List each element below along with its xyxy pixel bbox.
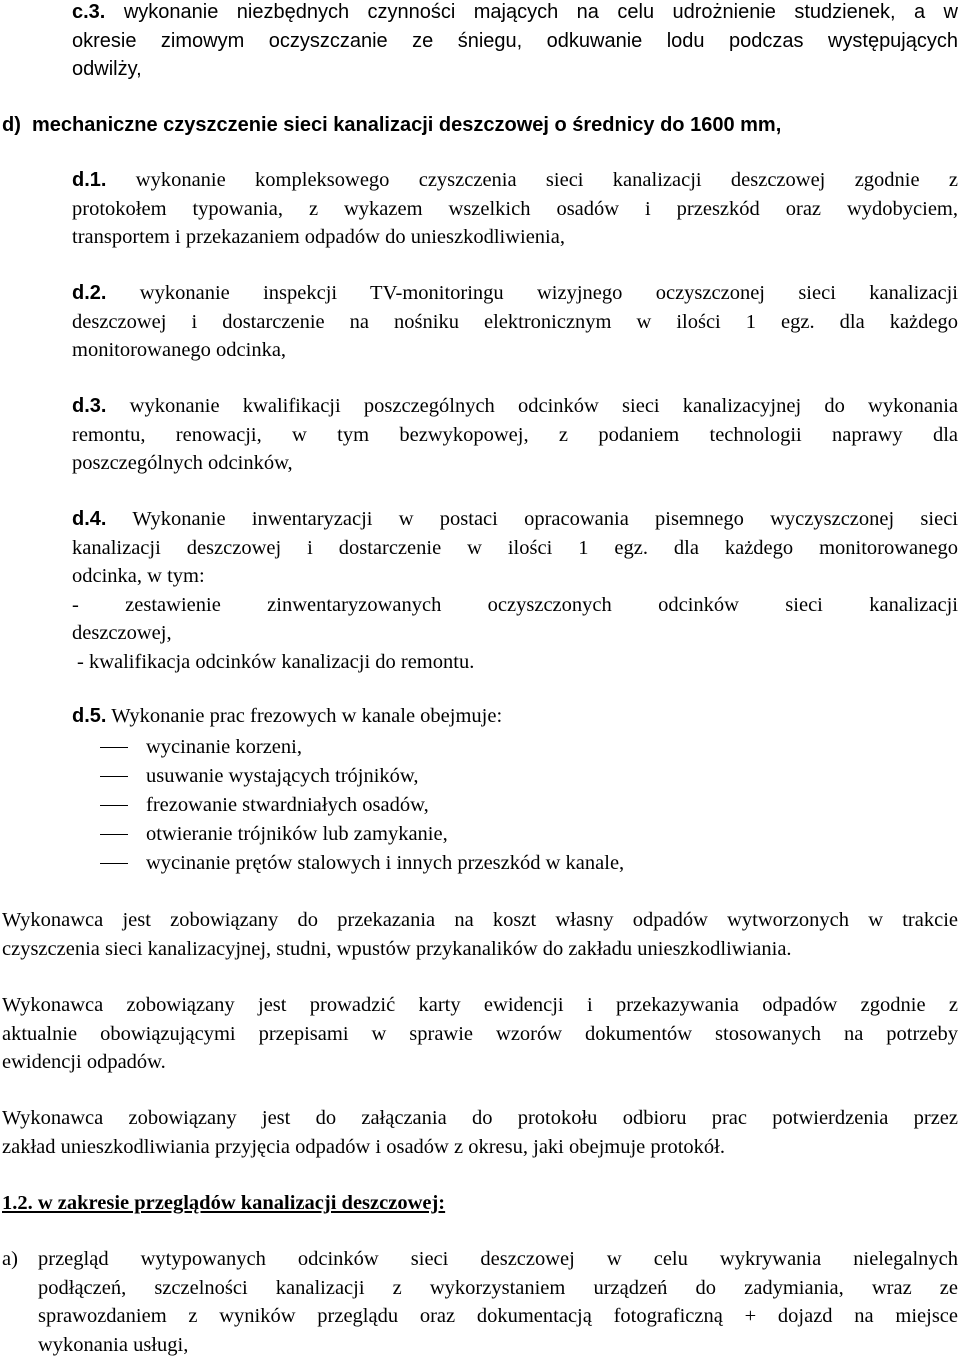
item-d1-label: d.1. <box>72 169 107 191</box>
item-d3 <box>72 392 958 478</box>
dash-bullet-icon <box>100 747 128 748</box>
item-d5-intro: Wykonanie prac frezowych w kanale obejmuje: <box>111 705 503 727</box>
item-d2-label: d.2. <box>72 282 107 304</box>
item-d2-line2: deszczowej i dostarczenie na nośniku elektronicznym w ilości 1 egz. dla każdego <box>72 310 958 333</box>
item-d4-line2: kanalizacji deszczowej i dostarczenie w ilości 1 egz. dla każdego monitorowanego <box>72 536 958 559</box>
dash-bullet-icon <box>100 863 128 864</box>
item-c3-line3: odwilży, <box>72 58 142 80</box>
paragraph-acceptance-protocol: Wykonawca zobowiązany jest do załączania do protokołu odbioru prac potwierdzenia przez zakład unieszkodliwiania przyjęcia odpadów i osadów z okresu, jaki obejmuje protokół. <box>2 1107 958 1158</box>
item-a: przegląd wytypowanych odcinków sieci deszczowej w celu wykrywania nielegalnych podłączeń, szczelności kanalizacji z wykorzystaniem urządzeń do zadymiania, wraz ze sprawozdaniem z wyników przeglądu oraz dokumentacją fotograficzną + dojazd na miejsce wykonania usługi, <box>38 1248 958 1356</box>
item-a-label: a) <box>2 1248 18 1270</box>
dash-bullet-icon <box>100 805 128 806</box>
item-d3-line1: wykonanie kwalifikacji poszczególnych odcinków sieci kanalizacyjnej do wykonania <box>129 395 959 417</box>
item-d-text: mechaniczne czyszczenie sieci kanalizacji deszczowej o średnicy do 1600 mm, <box>32 114 782 136</box>
dash-bullet-icon <box>100 834 128 835</box>
item-d4-line4: - zestawienie zinwentaryzowanych oczyszczonych odcinków sieci kanalizacji <box>72 593 958 616</box>
dash-bullet-icon <box>100 776 128 777</box>
item-c3-line1: wykonanie niezbędnych czynności mających na celu udrożnienie studzienek, a w <box>123 1 958 23</box>
item-d1-line3: transportem i przekazaniem odpadów do unieszkodliwienia, <box>72 226 565 248</box>
item-c3-line2: okresie zimowym oczyszczanie ze śniegu, odkuwanie lodu podczas występujących <box>72 29 958 52</box>
item-d5 <box>72 702 958 731</box>
item-d1 <box>72 166 958 252</box>
item-d4-line3: odcinka, w tym: <box>72 565 205 587</box>
item-d2-line3: monitorowanego odcinka, <box>72 339 287 361</box>
item-d4-line6: - kwalifikacja odcinków kanalizacji do remontu. <box>77 650 475 673</box>
item-d4-line1: Wykonanie inwentaryzacji w postaci opracowania pisemnego wyczyszczonej sieci <box>132 508 958 530</box>
item-c3-label: c.3. <box>72 1 106 23</box>
item-d3-label: d.3. <box>72 395 107 417</box>
item-d4-label: d.4. <box>72 508 107 530</box>
item-d-label: d) <box>2 114 21 136</box>
item-d4 <box>72 505 958 676</box>
paragraph-waste-records: Wykonawca zobowiązany jest prowadzić karty ewidencji i przekazywania odpadów zgodnie z aktualnie obowiązującymi przepisami w sprawie wzorów dokumentów stosowanych na potrzeby ewidencji odpadów. <box>2 994 958 1073</box>
item-d2 <box>72 279 958 365</box>
item-d4-line5: deszczowej, <box>72 622 172 644</box>
item-d1-line1: wykonanie kompleksowego czyszczenia sieci kanalizacji deszczowej zgodnie z <box>135 169 959 191</box>
item-d3-line3: poszczególnych odcinków, <box>72 452 293 474</box>
section-heading-1-2: 1.2. w zakresie przeglądów kanalizacji deszczowej: <box>2 1192 446 1214</box>
paragraph-waste-transfer: Wykonawca jest zobowiązany do przekazania na koszt własny odpadów wytworzonych w trakcie czyszczenia sieci kanalizacyjnej, studni, wpustów przykanalików do zakładu unieszkodliwiania. <box>2 909 958 960</box>
item-d3-line2: remontu, renowacji, w tym bezwykopowej, z podaniem technologii naprawy dla <box>72 423 958 446</box>
item-d5-label: d.5. <box>72 705 107 727</box>
item-d <box>2 111 902 140</box>
item-d1-line2: protokołem typowania, z wykazem wszelkich osadów i przeszkód oraz wydobyciem, <box>72 197 958 220</box>
item-c3 <box>72 0 958 84</box>
item-d2-line1: wykonanie inspekcji TV-monitoringu wizyjnego oczyszczonej sieci kanalizacji <box>139 282 959 304</box>
